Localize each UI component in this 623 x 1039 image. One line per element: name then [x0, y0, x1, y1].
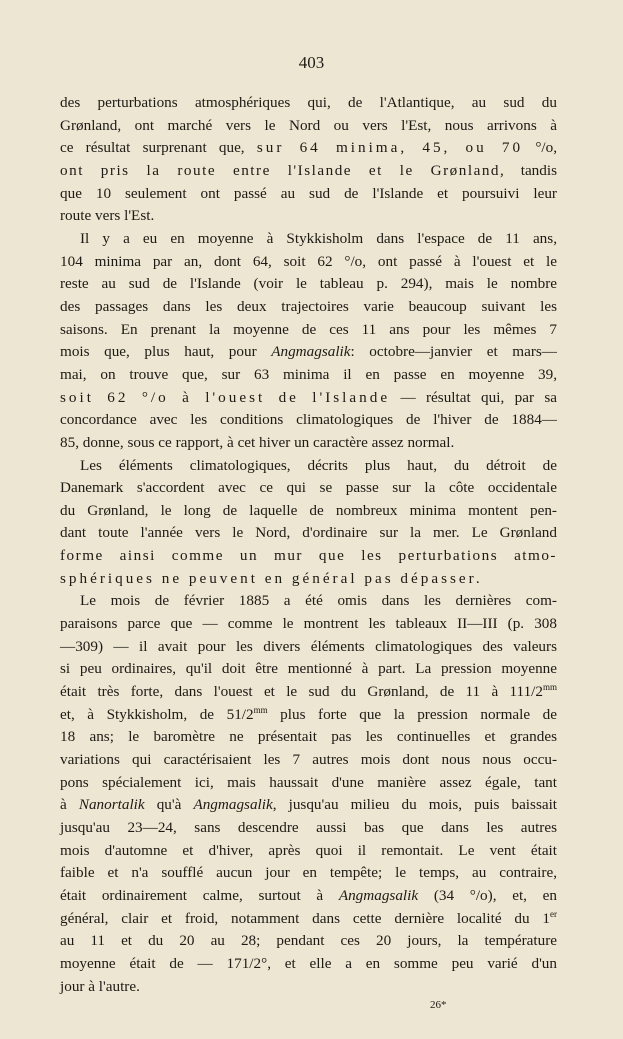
text-line: du Grønland, le long de laquelle de nombreux minima montent pen- — [60, 501, 557, 519]
text-line: dant toute l'année vers le Nord, d'ordinaire sur la mer. Le Grønland — [60, 524, 557, 542]
text-line: Danemark s'accordent avec ce qui se passe sur la côte occidentale — [60, 479, 557, 497]
text-line: mai, on trouve que, sur 63 minima il en passe en moyenne 39, — [60, 365, 557, 383]
text-line: jour à l'autre. — [60, 977, 140, 995]
text-line: ce résultat surprenant que, sur 64 minima, 45, ou 70 °/o, — [60, 139, 558, 157]
place-name: Angmagsalik — [338, 886, 419, 904]
text-line: —309) — il avait pour les divers éléments climatologiques des valeurs — [60, 637, 557, 655]
text-line: moyenne était de — 171/2°, et elle a en somme peu varié d'un — [60, 954, 557, 972]
place-name: Angmagsalik — [193, 796, 273, 814]
text-line: faible et n'a soufflé aucun jour en tempête; le temps, au contraire, — [60, 864, 557, 882]
text-line: variations qui caractérisaient les 7 autres mois dont nous nous occu- — [60, 751, 557, 769]
text-line: saisons. En prenant la moyenne de ces 11 ans pour les mêmes 7 — [60, 320, 557, 338]
text-line: paraisons parce que — comme le montrent les tableaux II—III (p. 308 — [60, 615, 557, 633]
text-line: 18 ans; le baromètre ne présentait pas les continuelles et grandes — [60, 728, 557, 746]
text-line: jusqu'au 23—24, sans descendre aussi bas que dans les autres — [60, 819, 557, 836]
text-line: ont pris la route entre l'Islande et le Grønland, tandis — [60, 161, 557, 179]
text-line: route vers l'Est. — [60, 207, 155, 225]
text-line: 104 minima par an, dont 64, soit 62 °/o, ont passé à l'ouest et le — [60, 252, 557, 270]
text-line: était ordinairement calme, surtout à Angmagsalik (34 °/o), et, en — [60, 886, 557, 904]
place-name: Angmagsalik — [271, 343, 351, 361]
signature-mark: 26* — [430, 999, 447, 1011]
text-line: si peu ordinaires, qu'il doit être mentionné à part. La pression moyenne — [60, 660, 557, 678]
text-line: sphériques ne peuvent en général pas dépasser. — [60, 569, 483, 587]
text-line: forme ainsi comme un mur que les perturbations atmo- — [60, 547, 557, 565]
text-line: Il y a eu en moyenne à Stykkisholm dans l'espace de 11 ans, — [80, 229, 557, 247]
text-line: 85, donne, sous ce rapport, à cet hiver un caractère assez normal. — [60, 433, 455, 451]
text-line: général, clair et froid, notamment dans cette dernière localité du 1er — [60, 908, 557, 927]
text-line: à Nanortalik qu'à Angmagsalik, jusqu'au milieu du mois, puis baissait — [60, 796, 558, 814]
text-line: au 11 et du 20 au 28; pendant ces 20 jours, la température — [60, 932, 557, 950]
text-line: était très forte, dans l'ouest et le sud du Grønland, de 11 à $111/2^{mm}$ — [60, 682, 557, 701]
text-line: reste au sud de l'Islande (voir le tableau p. 294), mais le nombre — [60, 275, 557, 293]
text-line: des perturbations atmosphériques qui, de l'Atlantique, au sud du — [60, 94, 557, 111]
page-number: 403 — [298, 53, 325, 72]
text-line: Grønland, ont marché vers le Nord ou vers l'Est, nous arrivons à — [60, 116, 557, 134]
text-line: et, à Stykkisholm, de $51/2^{mm}$ plus forte que la pression normale de — [60, 704, 557, 723]
text-line: que 10 seulement ont passé au sud de l'Islande et poursuivi leur — [60, 184, 557, 202]
place-name: Nanortalik — [78, 796, 145, 814]
text-line: mois d'automne et d'hiver, après quoi il remontait. Le vent était — [60, 841, 557, 859]
text-line: Les éléments climatologiques, décrits plus haut, du détroit de — [80, 456, 557, 474]
body-text — [60, 92, 557, 998]
text-line: concordance avec les conditions climatologiques de l'hiver de 1884— — [60, 411, 557, 429]
text-line: des passages dans les deux trajectoires varie beaucoup suivant les — [60, 297, 557, 315]
text-line: soit 62 °/o à l'ouest de l'Islande — résultat qui, par sa — [60, 388, 558, 406]
text-line: pons spécialement ici, mais haussait d'une manière assez égale, tant — [60, 773, 557, 791]
text-line: Le mois de février 1885 a été omis dans les dernières com- — [80, 592, 557, 610]
text-line: mois que, plus haut, pour Angmagsalik: octobre—janvier et mars— — [60, 343, 557, 361]
